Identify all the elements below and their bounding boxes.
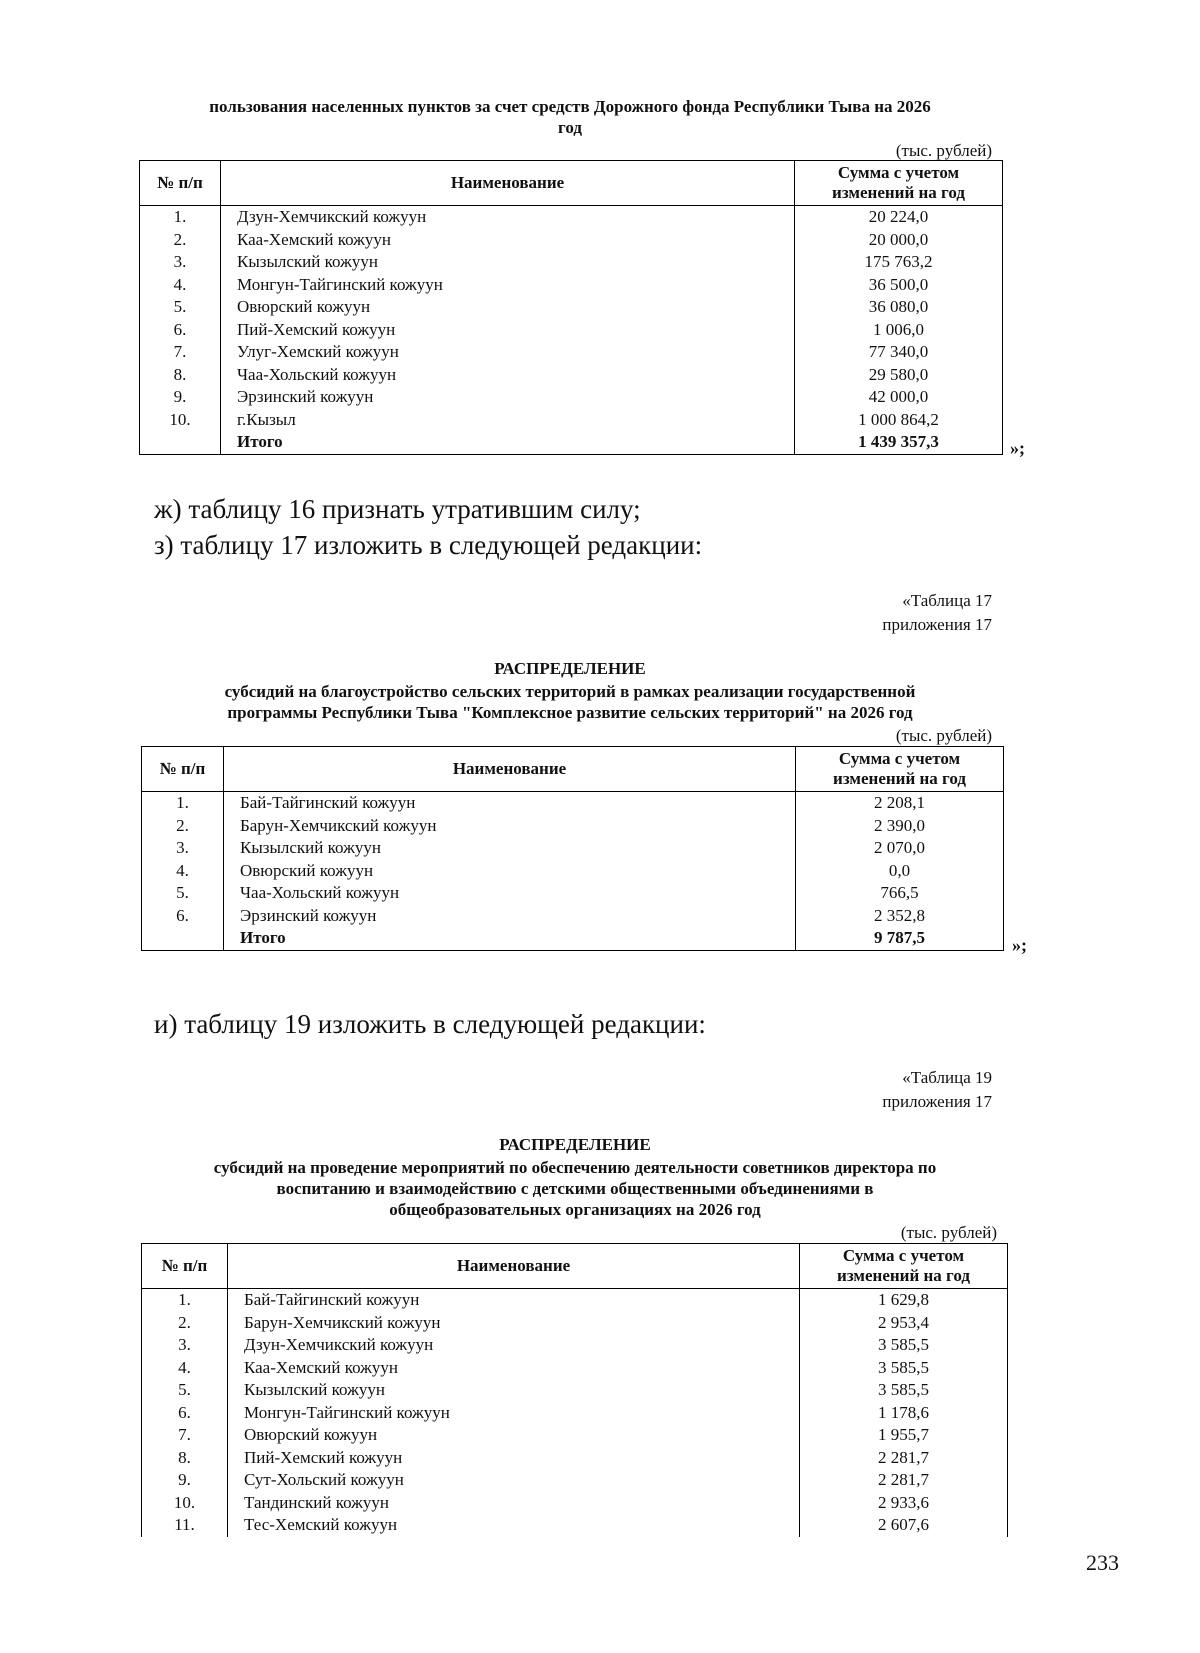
table17-annex-ref [700,589,992,637]
row-number: 6. [142,1402,228,1425]
table17 [141,746,1004,951]
row-amount: 29 580,0 [795,364,1003,387]
row-number: 10. [142,1492,228,1515]
row-amount: 2 070,0 [796,837,1004,860]
table-row [142,1402,1008,1425]
row-name: Сут-Хольский кожуун [228,1469,800,1492]
total-label: Итого [221,431,795,454]
table-row [142,1289,1008,1312]
row-amount: 3 585,5 [800,1357,1008,1380]
row-name: Овюрский кожуун [228,1424,800,1447]
table-row [142,905,1004,928]
annex-line: приложения 17 [882,615,992,634]
row-amount: 42 000,0 [795,386,1003,409]
row-name: Чаа-Хольский кожуун [224,882,796,905]
table-total-row [140,431,1003,454]
paragraph-i: и) таблицу 19 изложить в следующей редакции: [154,1009,706,1039]
row-number: 2. [142,815,224,838]
row-name: Кызылский кожуун [224,837,796,860]
header-sum: Сумма с учетом изменений на год [796,747,1004,792]
row-amount: 3 585,5 [800,1334,1008,1357]
row-amount: 2 352,8 [796,905,1004,928]
row-name: Эрзинский кожуун [224,905,796,928]
table-header-row [140,161,1003,206]
annex-line: «Таблица 17 [902,591,992,610]
table-row [140,386,1003,409]
row-amount: 20 000,0 [795,229,1003,252]
row-number: 4. [140,274,221,297]
table-row [142,1312,1008,1335]
table17-title: РАСПРЕДЕЛЕНИЕ [494,659,646,678]
table15-heading [100,96,1040,138]
table19-annex-ref [700,1066,992,1114]
row-name: Барун-Хемчикский кожуун [228,1312,800,1335]
row-name: Монгун-Тайгинский кожуун [228,1402,800,1425]
table-row [140,296,1003,319]
table19 [141,1243,1008,1537]
table17-body [142,792,1004,951]
table-row [140,251,1003,274]
table-row [142,882,1004,905]
row-amount: 2 208,1 [796,792,1004,815]
row-amount: 2 390,0 [796,815,1004,838]
table15-body [140,206,1003,455]
row-amount: 2 933,6 [800,1492,1008,1515]
row-number: 10. [140,409,221,432]
row-name: Улуг-Хемский кожуун [221,341,795,364]
header-num: № п/п [140,161,221,206]
row-name: г.Кызыл [221,409,795,432]
table17-subtitle [100,681,1040,723]
subtitle-line: субсидий на проведение мероприятий по обеспечению деятельности советников директора по [213,1158,937,1177]
table-row [140,274,1003,297]
row-amount: 36 080,0 [795,296,1003,319]
total-label: Итого [224,927,796,950]
table-row [142,1379,1008,1402]
row-amount: 1 178,6 [800,1402,1008,1425]
table17-units: (тыс. рублей) [895,726,992,745]
header-num: № п/п [142,747,224,792]
header-name: Наименование [221,161,795,206]
row-name: Чаа-Хольский кожуун [221,364,795,387]
row-number: 3. [142,837,224,860]
row-number: 5. [142,882,224,905]
table-row [142,860,1004,883]
row-amount: 2 281,7 [800,1469,1008,1492]
row-amount: 3 585,5 [800,1379,1008,1402]
row-name: Монгун-Тайгинский кожуун [221,274,795,297]
row-amount: 2 281,7 [800,1447,1008,1470]
total-empty-cell [142,927,224,950]
row-name: Барун-Хемчикский кожуун [224,815,796,838]
paragraph-z: з) таблицу 17 изложить в следующей редакции: [154,530,703,560]
table15-units: (тыс. рублей) [895,141,992,160]
annex-line: «Таблица 19 [902,1068,992,1087]
row-number: 5. [142,1379,228,1402]
row-amount: 2 607,6 [800,1514,1008,1537]
table-row [140,206,1003,229]
row-amount: 1 006,0 [795,319,1003,342]
row-number: 1. [140,206,221,229]
row-number: 9. [140,386,221,409]
paragraph-zh: ж) таблицу 16 признать утратившим силу; [154,494,641,524]
table-row [142,1424,1008,1447]
row-number: 1. [142,1289,228,1312]
table-row [142,815,1004,838]
total-amount: 9 787,5 [796,927,1004,950]
row-name: Бай-Тайгинский кожуун [228,1289,800,1312]
annex-line: приложения 17 [882,1092,992,1111]
row-name: Тес-Хемский кожуун [228,1514,800,1537]
row-number: 4. [142,860,224,883]
row-name: Бай-Тайгинский кожуун [224,792,796,815]
row-number: 9. [142,1469,228,1492]
row-name: Каа-Хемский кожуун [228,1357,800,1380]
row-name: Кызылский кожуун [221,251,795,274]
header-sum: Сумма с учетом изменений на год [795,161,1003,206]
row-name: Овюрский кожуун [221,296,795,319]
row-amount: 766,5 [796,882,1004,905]
header-sum: Сумма с учетом изменений на год [800,1244,1008,1289]
table-header-row [142,747,1004,792]
total-amount: 1 439 357,3 [795,431,1003,454]
table15-closing-mark: »; [1010,438,1025,458]
header-name: Наименование [224,747,796,792]
row-number: 5. [140,296,221,319]
table19-title: РАСПРЕДЕЛЕНИЕ [499,1135,651,1154]
table-total-row [142,927,1004,950]
row-name: Тандинский кожуун [228,1492,800,1515]
subtitle-line: программы Республики Тыва "Комплексное развитие сельских территорий" на 2026 год [227,703,913,722]
row-amount: 77 340,0 [795,341,1003,364]
subtitle-line: воспитанию и взаимодействию с детскими общественными объединениями в [276,1179,874,1198]
table15 [139,160,1003,455]
table-row [142,1447,1008,1470]
table-row [142,1514,1008,1537]
row-name: Каа-Хемский кожуун [221,229,795,252]
row-name: Пий-Хемский кожуун [221,319,795,342]
row-name: Овюрский кожуун [224,860,796,883]
row-number: 3. [140,251,221,274]
total-empty-cell [140,431,221,454]
row-amount: 2 953,4 [800,1312,1008,1335]
table-row [142,1469,1008,1492]
row-number: 7. [140,341,221,364]
table15-heading-line: год [558,118,582,137]
table-row [142,792,1004,815]
table-row [140,229,1003,252]
table-row [140,364,1003,387]
table19-body [142,1289,1008,1537]
table19-units: (тыс. рублей) [900,1223,997,1242]
table-row [142,1357,1008,1380]
table-header-row [142,1244,1008,1289]
row-number: 2. [140,229,221,252]
subtitle-line: общеобразовательных организациях на 2026 год [389,1200,761,1219]
table-row [140,319,1003,342]
table-row [140,341,1003,364]
row-amount: 1 629,8 [800,1289,1008,1312]
table-row [142,1492,1008,1515]
row-amount: 20 224,0 [795,206,1003,229]
row-amount: 36 500,0 [795,274,1003,297]
table-row [142,837,1004,860]
header-num: № п/п [142,1244,228,1289]
row-amount: 1 955,7 [800,1424,1008,1447]
row-number: 11. [142,1514,228,1537]
row-name: Кызылский кожуун [228,1379,800,1402]
row-amount: 1 000 864,2 [795,409,1003,432]
page-number: 233 [1086,1550,1119,1575]
row-number: 8. [142,1447,228,1470]
table17-closing-mark: »; [1012,935,1027,955]
row-name: Пий-Хемский кожуун [228,1447,800,1470]
table-row [140,409,1003,432]
row-amount: 175 763,2 [795,251,1003,274]
row-amount: 0,0 [796,860,1004,883]
header-name: Наименование [228,1244,800,1289]
row-number: 3. [142,1334,228,1357]
subtitle-line: субсидий на благоустройство сельских территорий в рамках реализации государственной [224,682,916,701]
row-name: Дзун-Хемчикский кожуун [221,206,795,229]
row-number: 6. [140,319,221,342]
row-number: 6. [142,905,224,928]
row-number: 8. [140,364,221,387]
table19-subtitle [105,1157,1045,1220]
row-name: Дзун-Хемчикский кожуун [228,1334,800,1357]
row-number: 1. [142,792,224,815]
table-row [142,1334,1008,1357]
row-name: Эрзинский кожуун [221,386,795,409]
row-number: 7. [142,1424,228,1447]
table15-heading-line: пользования населенных пунктов за счет средств Дорожного фонда Республики Тыва на 2026 [209,97,931,116]
row-number: 4. [142,1357,228,1380]
row-number: 2. [142,1312,228,1335]
